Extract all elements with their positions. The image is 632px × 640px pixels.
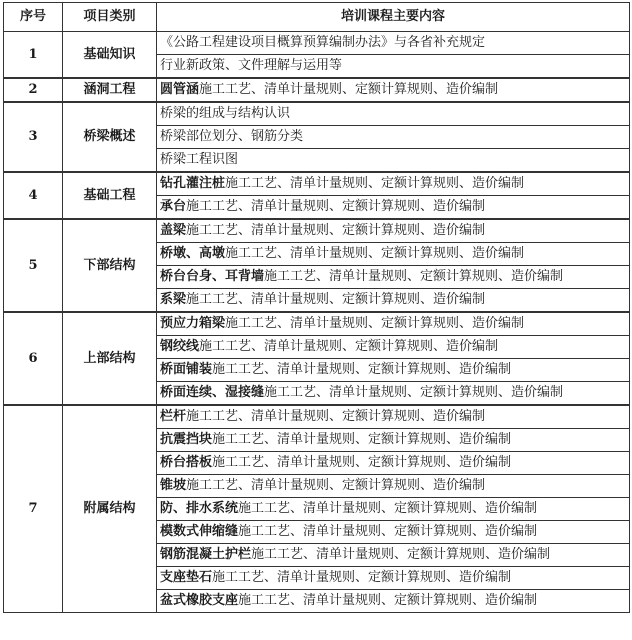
row-number: 7 xyxy=(4,405,63,613)
course-item xyxy=(157,521,630,544)
course-item-subject: 盖梁 xyxy=(160,223,187,238)
course-item-subject: 抗震挡块 xyxy=(160,432,213,447)
row-number: 4 xyxy=(4,172,63,219)
course-item-text: 施工工艺、清单计量规则、定额计算规则、造价编制 xyxy=(251,547,551,562)
course-item-subject: 预应力箱梁 xyxy=(160,316,226,331)
course-item xyxy=(157,359,630,382)
course-item-text: 施工工艺、清单计量规则、定额计算规则、造价编制 xyxy=(264,269,564,284)
row-category: 附属结构 xyxy=(63,405,157,613)
row-category: 桥梁概述 xyxy=(63,102,157,172)
course-item-text: 施工工艺、清单计量规则、定额计算规则、造价编制 xyxy=(238,593,538,608)
course-item-text: 桥梁部位划分、钢筋分类 xyxy=(160,129,304,144)
course-item xyxy=(157,544,630,567)
course-item-text: 施工工艺、清单计量规则、定额计算规则、造价编制 xyxy=(238,501,538,516)
row-number: 3 xyxy=(4,102,63,172)
course-item xyxy=(157,219,630,243)
course-item-text: 施工工艺、清单计量规则、定额计算规则、造价编制 xyxy=(225,316,525,331)
course-item xyxy=(157,452,630,475)
row-number: 6 xyxy=(4,312,63,405)
course-item-text: 施工工艺、清单计量规则、定额计算规则、造价编制 xyxy=(225,246,525,261)
course-item xyxy=(157,55,630,79)
table-row xyxy=(4,102,630,126)
course-item-text: 施工工艺、清单计量规则、定额计算规则、造价编制 xyxy=(186,199,486,214)
table-row xyxy=(4,172,630,196)
course-item-subject: 盆式橡胶支座 xyxy=(160,593,239,608)
course-item-text: 施工工艺、清单计量规则、定额计算规则、造价编制 xyxy=(212,362,512,377)
course-item-text: 施工工艺、清单计量规则、定额计算规则、造价编制 xyxy=(186,478,486,493)
course-item xyxy=(157,243,630,266)
table-row xyxy=(4,405,630,429)
course-item-subject: 模数式伸缩缝 xyxy=(160,524,239,539)
course-item xyxy=(157,590,630,613)
row-category: 涵洞工程 xyxy=(63,78,157,102)
course-item-subject: 防、排水系统 xyxy=(160,501,239,516)
course-item xyxy=(157,312,630,336)
course-item-text: 施工工艺、清单计量规则、定额计算规则、造价编制 xyxy=(199,82,499,97)
course-item xyxy=(157,567,630,590)
row-category: 上部结构 xyxy=(63,312,157,405)
course-item-subject: 桥墩、高墩 xyxy=(160,246,226,261)
course-item-subject: 钢绞线 xyxy=(160,339,200,354)
course-item-text: 施工工艺、清单计量规则、定额计算规则、造价编制 xyxy=(264,385,564,400)
header-content: 培训课程主要内容 xyxy=(157,3,630,32)
header-category: 项目类别 xyxy=(63,3,157,32)
course-item-subject: 系梁 xyxy=(160,292,187,307)
course-item-subject: 钢筋混凝土护栏 xyxy=(160,547,252,562)
course-item-text: 施工工艺、清单计量规则、定额计算规则、造价编制 xyxy=(212,455,512,470)
table-row xyxy=(4,78,630,102)
course-item-text: 施工工艺、清单计量规则、定额计算规则、造价编制 xyxy=(186,292,486,307)
row-number: 1 xyxy=(4,32,63,79)
training-course-table xyxy=(3,2,630,613)
course-item-text: 桥梁工程识图 xyxy=(160,152,239,167)
course-item xyxy=(157,336,630,359)
course-item-text: 《公路工程建设项目概算预算编制办法》与各省补充规定 xyxy=(160,35,486,50)
course-item xyxy=(157,382,630,406)
course-item-subject: 桥台台身、耳背墙 xyxy=(160,269,265,284)
course-item-subject: 锥坡 xyxy=(160,478,187,493)
course-item-text: 桥梁的组成与结构认识 xyxy=(160,106,291,121)
row-category: 基础工程 xyxy=(63,172,157,219)
course-item xyxy=(157,429,630,452)
table-row xyxy=(4,312,630,336)
course-item xyxy=(157,475,630,498)
course-item-subject: 桥面连续、湿接缝 xyxy=(160,385,265,400)
course-item-subject: 桥台搭板 xyxy=(160,455,213,470)
row-category: 基础知识 xyxy=(63,32,157,79)
table-row xyxy=(4,219,630,243)
course-item-text: 施工工艺、清单计量规则、定额计算规则、造价编制 xyxy=(238,524,538,539)
course-item-subject: 栏杆 xyxy=(160,409,187,424)
course-item xyxy=(157,266,630,289)
course-item-text: 施工工艺、清单计量规则、定额计算规则、造价编制 xyxy=(212,570,512,585)
course-item-text: 施工工艺、清单计量规则、定额计算规则、造价编制 xyxy=(212,432,512,447)
course-item-subject: 钻孔灌注桩 xyxy=(160,176,226,191)
course-item-subject: 桥面铺装 xyxy=(160,362,213,377)
row-category: 下部结构 xyxy=(63,219,157,312)
course-item-subject: 圆管涵 xyxy=(160,82,200,97)
row-number: 2 xyxy=(4,78,63,102)
course-item xyxy=(157,289,630,313)
course-item-text: 施工工艺、清单计量规则、定额计算规则、造价编制 xyxy=(225,176,525,191)
table-row xyxy=(4,32,630,55)
course-item xyxy=(157,78,630,102)
course-item xyxy=(157,102,630,126)
header-no: 序号 xyxy=(4,3,63,32)
course-item xyxy=(157,32,630,55)
course-item xyxy=(157,149,630,173)
course-item xyxy=(157,196,630,220)
row-number: 5 xyxy=(4,219,63,312)
course-item-text: 行业新政策、文件理解与运用等 xyxy=(160,58,343,73)
course-item-subject: 承台 xyxy=(160,199,187,214)
table-body xyxy=(4,32,630,613)
course-item xyxy=(157,498,630,521)
course-item-text: 施工工艺、清单计量规则、定额计算规则、造价编制 xyxy=(199,339,499,354)
course-item-subject: 支座垫石 xyxy=(160,570,213,585)
course-item xyxy=(157,126,630,149)
course-item-text: 施工工艺、清单计量规则、定额计算规则、造价编制 xyxy=(186,223,486,238)
course-item xyxy=(157,405,630,429)
course-item xyxy=(157,172,630,196)
course-item-text: 施工工艺、清单计量规则、定额计算规则、造价编制 xyxy=(186,409,486,424)
header-row xyxy=(4,3,630,32)
